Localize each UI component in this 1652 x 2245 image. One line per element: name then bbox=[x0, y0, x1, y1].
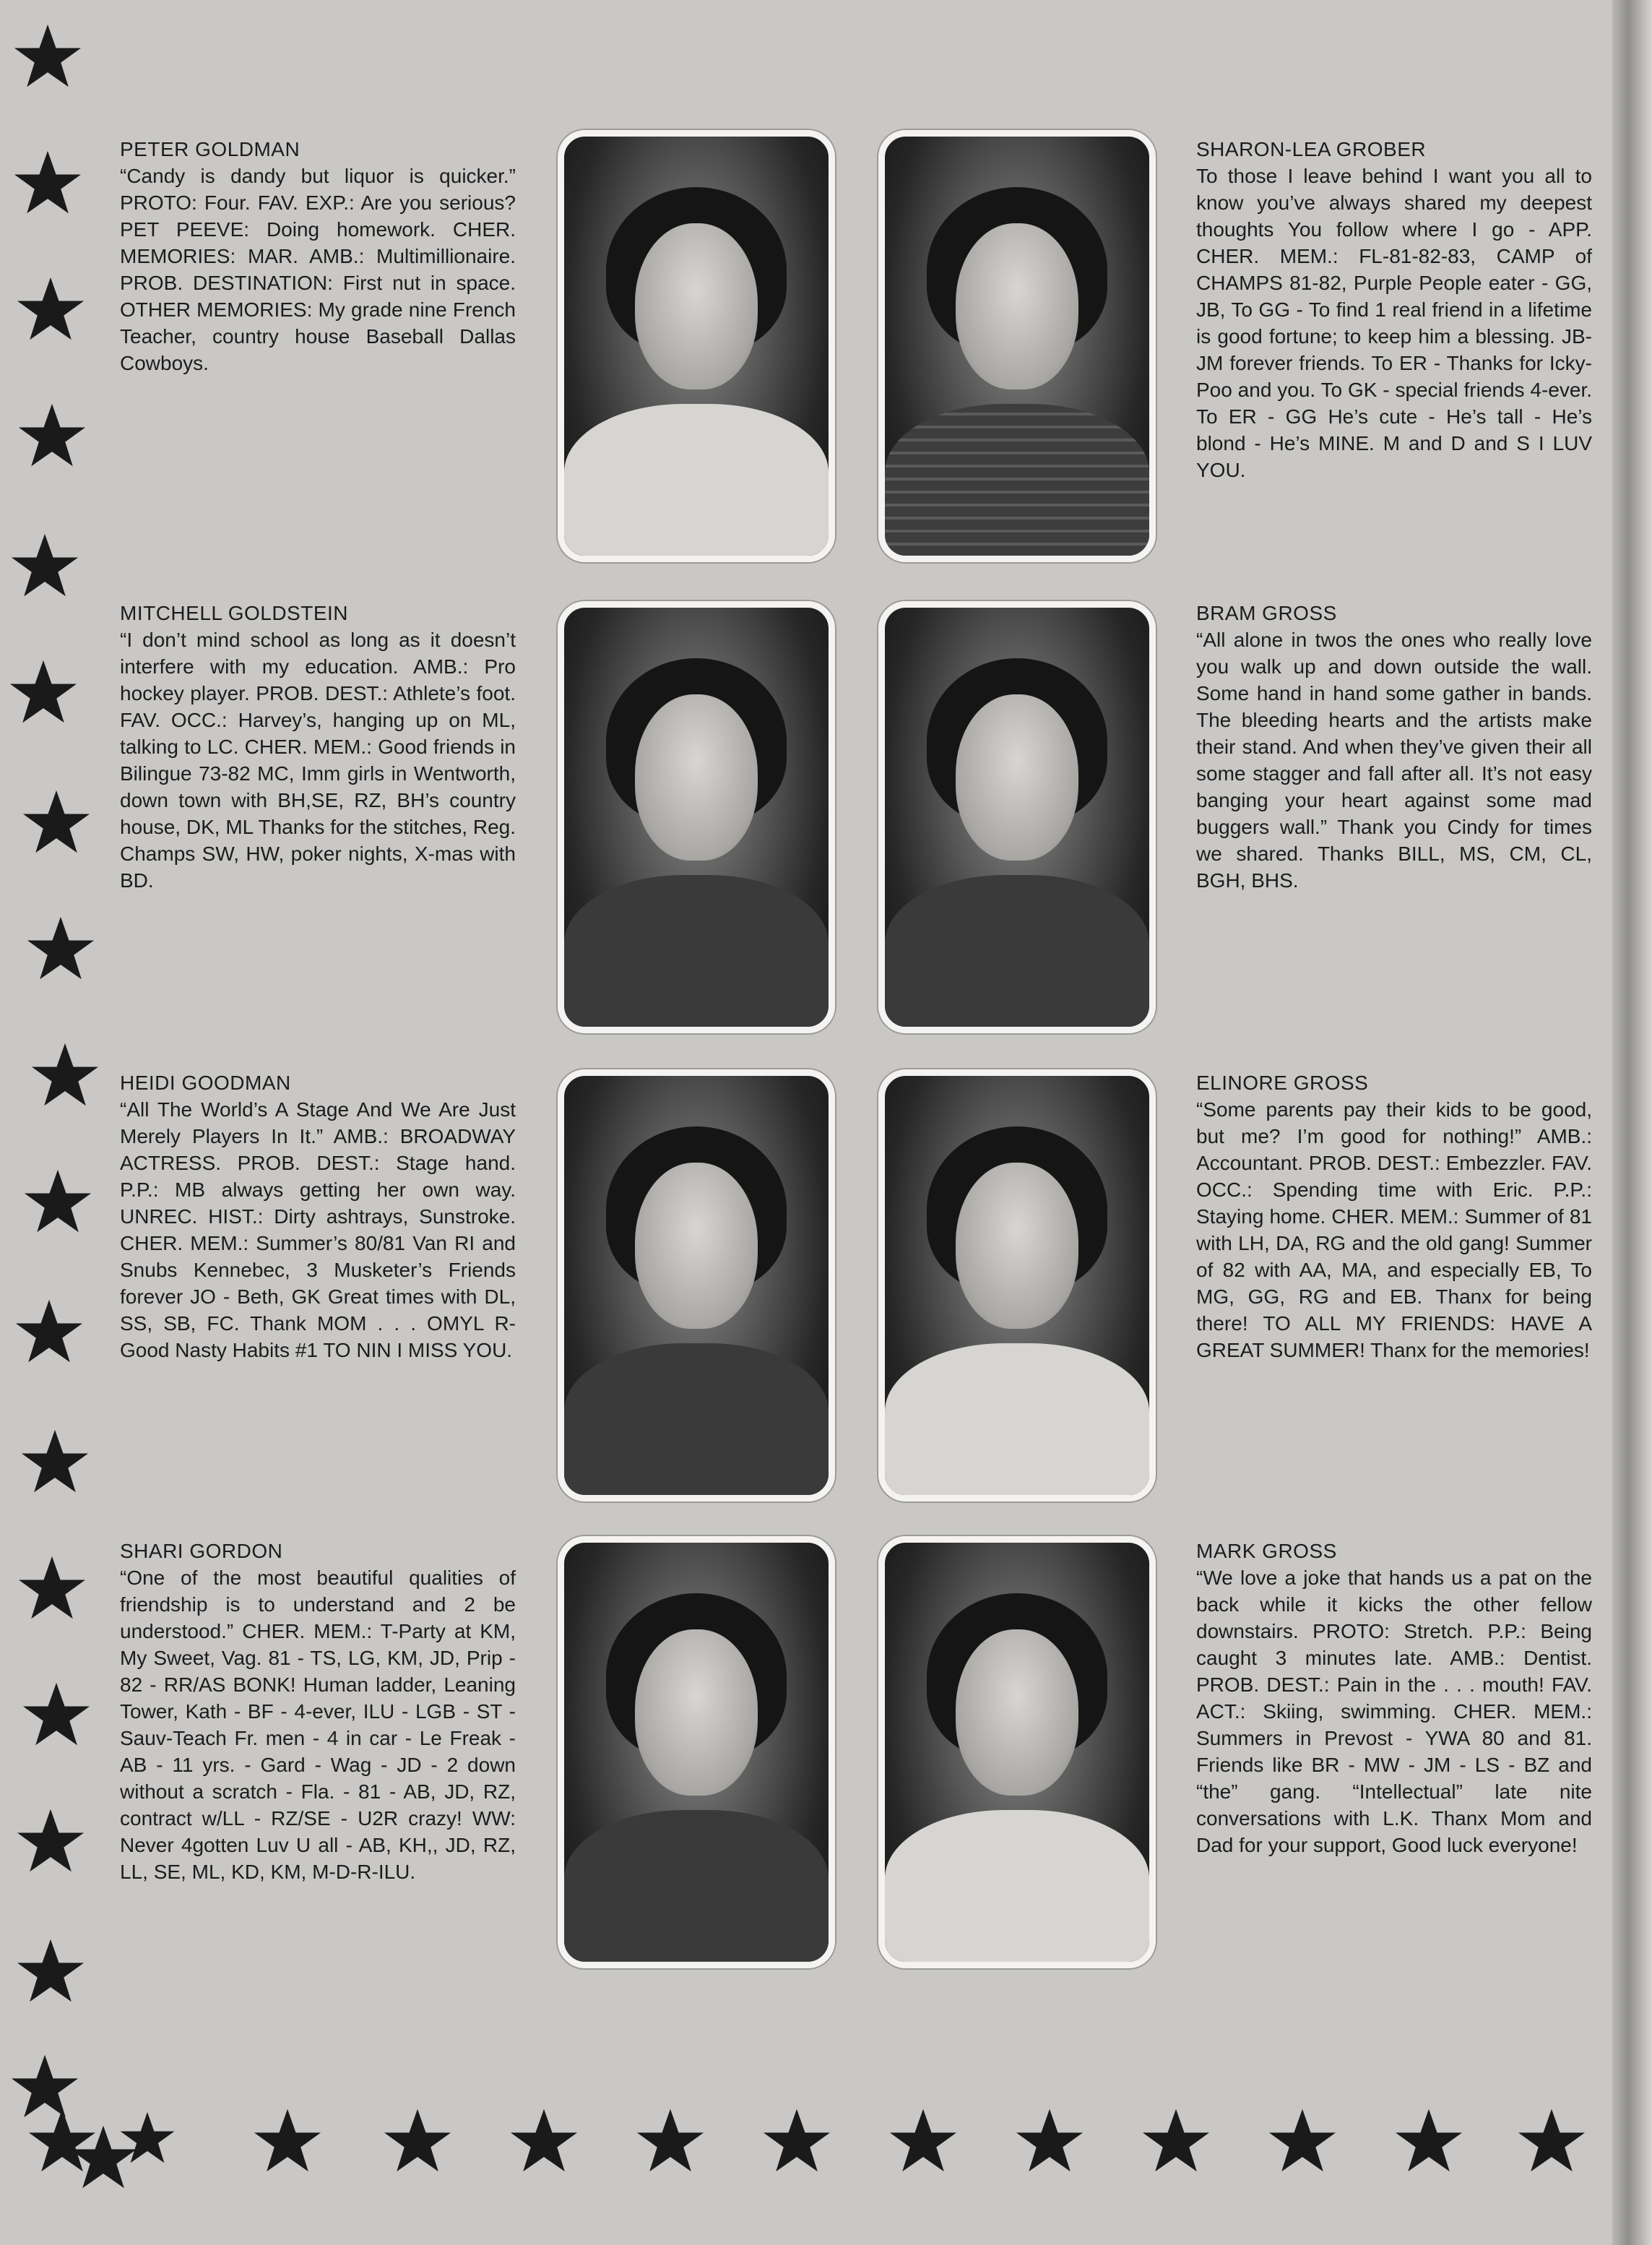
star-icon bbox=[13, 22, 82, 91]
student-portrait bbox=[558, 601, 835, 1033]
student-bio: “All alone in twos the ones who really love you walk up and down outside the wall. Some hand in hand some gather in bands. The bleeding hearts and the artists make their stand. And when they’ve given their all some stagger and fall after all. It’s not easy banging your heart against some mad buggers wall.” Thank you Cindy for times we shared. Thanks BILL, MS, CM, CL, BGH, BHS. bbox=[1196, 629, 1592, 892]
star-icon bbox=[23, 1167, 92, 1236]
star-icon bbox=[636, 2106, 705, 2176]
student-name: ELINORE GROSS bbox=[1196, 1072, 1369, 1094]
star-icon bbox=[17, 401, 87, 470]
student-bio: “All The World’s A Stage And We Are Just Merely Players In It.” AMB.: BROADWAY ACTRESS. PROB. DEST.: Stage hand. P.P.: MB always getting her own way. UNREC. HIST.: Dirty ashtrays, Sunstroke. CHER. MEM.: Summer’s 80/81 Van RI and Snubs Kennebec, 3 Musketer’s Friends forever JO - Beth, GK Great times with DL, SS, SB, FC. Thank MOM . . . OMYL R-Good Nasty Habits #1 TO NIN I MISS YOU. bbox=[120, 1098, 516, 1361]
student-portrait bbox=[878, 1536, 1156, 1968]
star-icon bbox=[20, 1427, 90, 1496]
student-entry bbox=[120, 136, 516, 376]
star-icon bbox=[888, 2106, 958, 2176]
student-entry bbox=[1196, 1538, 1592, 1858]
star-icon bbox=[30, 1040, 100, 1110]
student-portrait bbox=[878, 130, 1156, 562]
student-entry bbox=[1196, 600, 1592, 894]
star-icon bbox=[16, 1936, 85, 2006]
student-portrait bbox=[878, 1069, 1156, 1501]
star-icon bbox=[22, 788, 91, 857]
star-icon bbox=[1268, 2106, 1337, 2176]
student-portrait bbox=[558, 130, 835, 562]
star-icon bbox=[9, 658, 78, 727]
student-entry bbox=[1196, 136, 1592, 483]
student-entry bbox=[120, 600, 516, 894]
student-bio: “I don’t mind school as long as it doesn’t interfere with my education. AMB.: Pro hockey player. PROB. DEST.: Athlete’s foot. FAV. OCC.: Harvey’s, hanging up on ML, talking to LC. CHER. MEM.: Good friends in Bilingue 73-82 MC, Imm girls in Wentworth, down town with BH,SE, RZ, BH’s country house, DK, ML Thanks for the stitches, Reg. Champs SW, HW, poker nights, X-mas with BD. bbox=[120, 629, 516, 892]
student-entry bbox=[120, 1538, 516, 1885]
star-icon bbox=[22, 1680, 91, 1749]
student-bio: “Candy is dandy but liquor is quicker.” PROTO: Four. FAV. EXP.: Are you serious? PET PEEVE: Doing homework. CHER. MEMORIES: MAR. AMB.: Multimillionaire. PROB. DESTINATION: First nut in space. OTHER MEMORIES: My grade nine French Teacher, country house Baseball Dallas Cowboys. bbox=[120, 165, 516, 374]
star-icon bbox=[1517, 2106, 1586, 2176]
star-icon bbox=[13, 148, 82, 217]
star-icon bbox=[253, 2106, 322, 2176]
student-entry bbox=[120, 1069, 516, 1363]
student-entry bbox=[1196, 1069, 1592, 1363]
student-name: MITCHELL GOLDSTEIN bbox=[120, 602, 349, 624]
star-icon bbox=[1394, 2106, 1463, 2176]
student-name: HEIDI GOODMAN bbox=[120, 1072, 291, 1094]
student-name: MARK GROSS bbox=[1196, 1540, 1337, 1562]
student-name: PETER GOLDMAN bbox=[120, 138, 300, 160]
star-icon bbox=[1141, 2106, 1211, 2176]
star-icon bbox=[17, 1554, 87, 1623]
student-name: BRAM GROSS bbox=[1196, 602, 1337, 624]
student-bio: “We love a joke that hands us a pat on the back while it kicks the other fellow downstairs. PROTO: Stretch. P.P.: Being caught 3 minutes late. AMB.: Dentist. PROB. DEST.: Pain in the . . . mouth! FAV. ACT.: Skiing, swimming. CHER. MEM.: Summers in Prevost - YWA 80 and 81. Friends like BR - MW - JM - LS - BZ and “the” gang. “Intellectual” late nite conversations with L.K. Thanx Mom and Dad for your support, Good luck everyone! bbox=[1196, 1567, 1592, 1856]
star-icon bbox=[762, 2106, 831, 2176]
student-bio: “One of the most beautiful qualities of friendship is to understand and 2 be understood.” CHER. MEM.: T-Party at KM, My Sweet, Vag. 81 - TS, LG, KM, JD, Prip - 82 - RR/AS BONK! Human ladder, Leaning Tower, Kath - BF - 4-ever, ILU - LGB - ST - Sauv-Teach Fr. men - 4 in car - Le Freak - AB - 11 yrs. - Gard - Wag - JD - 2 down without a scratch - Fla. - 81 - AB, JD, RZ, contract w/LL - RZ/SE - U2R crazy! WW: Never 4gotten Luv U all - AB, KH,, JD, RZ, LL, SE, ML, KD, KM, M-D-R-ILU. bbox=[120, 1567, 516, 1883]
star-icon bbox=[16, 275, 85, 344]
page-spine-shadow bbox=[1612, 0, 1652, 2245]
student-portrait bbox=[558, 1536, 835, 1968]
student-bio: To those I leave behind I want you all to know you’ve always shared my deepest thoughts You follow where I go - APP. CHER. MEM.: FL-81-82-83, CAMP of CHAMPS 81-82, Purple People eater - GG, JB, To GG - To find 1 real friend in a lifetime is good fortune; to keep him a blessing. JB-JM forever friends. To ER - Thanks for Icky-Poo and you. To GK - special friends 4-ever. To ER - GG He’s cute - He’s tall - He’s blond - He’s MINE. M and D and S I LUV YOU. bbox=[1196, 165, 1592, 481]
star-icon bbox=[10, 531, 79, 600]
star-icon bbox=[509, 2106, 579, 2176]
student-bio: “Some parents pay their kids to be good, but me? I’m good for nothing!” AMB.: Accountant. PROB. DEST.: Embezzler. FAV. OCC.: Spending time with Eric. P.P.: Staying home. CHER. MEM.: Summer of 81 with LH, DA, RG and the old gang! Summer of 82 with AA, MA, and especially EB, To MG, GG, RG and EB. Thanx for being there! TO ALL MY FRIENDS: HAVE A GREAT SUMMER! Thanx for the memories! bbox=[1196, 1098, 1592, 1361]
student-name: SHARI GORDON bbox=[120, 1540, 283, 1562]
star-icon bbox=[14, 1297, 84, 1366]
student-name: SHARON-LEA GROBER bbox=[1196, 138, 1427, 160]
star-icon bbox=[383, 2106, 452, 2176]
star-icon bbox=[16, 1806, 85, 1876]
star-icon bbox=[26, 914, 95, 983]
star-icon bbox=[119, 2110, 176, 2166]
star-icon bbox=[1015, 2106, 1084, 2176]
student-portrait bbox=[878, 601, 1156, 1033]
student-portrait bbox=[558, 1069, 835, 1501]
